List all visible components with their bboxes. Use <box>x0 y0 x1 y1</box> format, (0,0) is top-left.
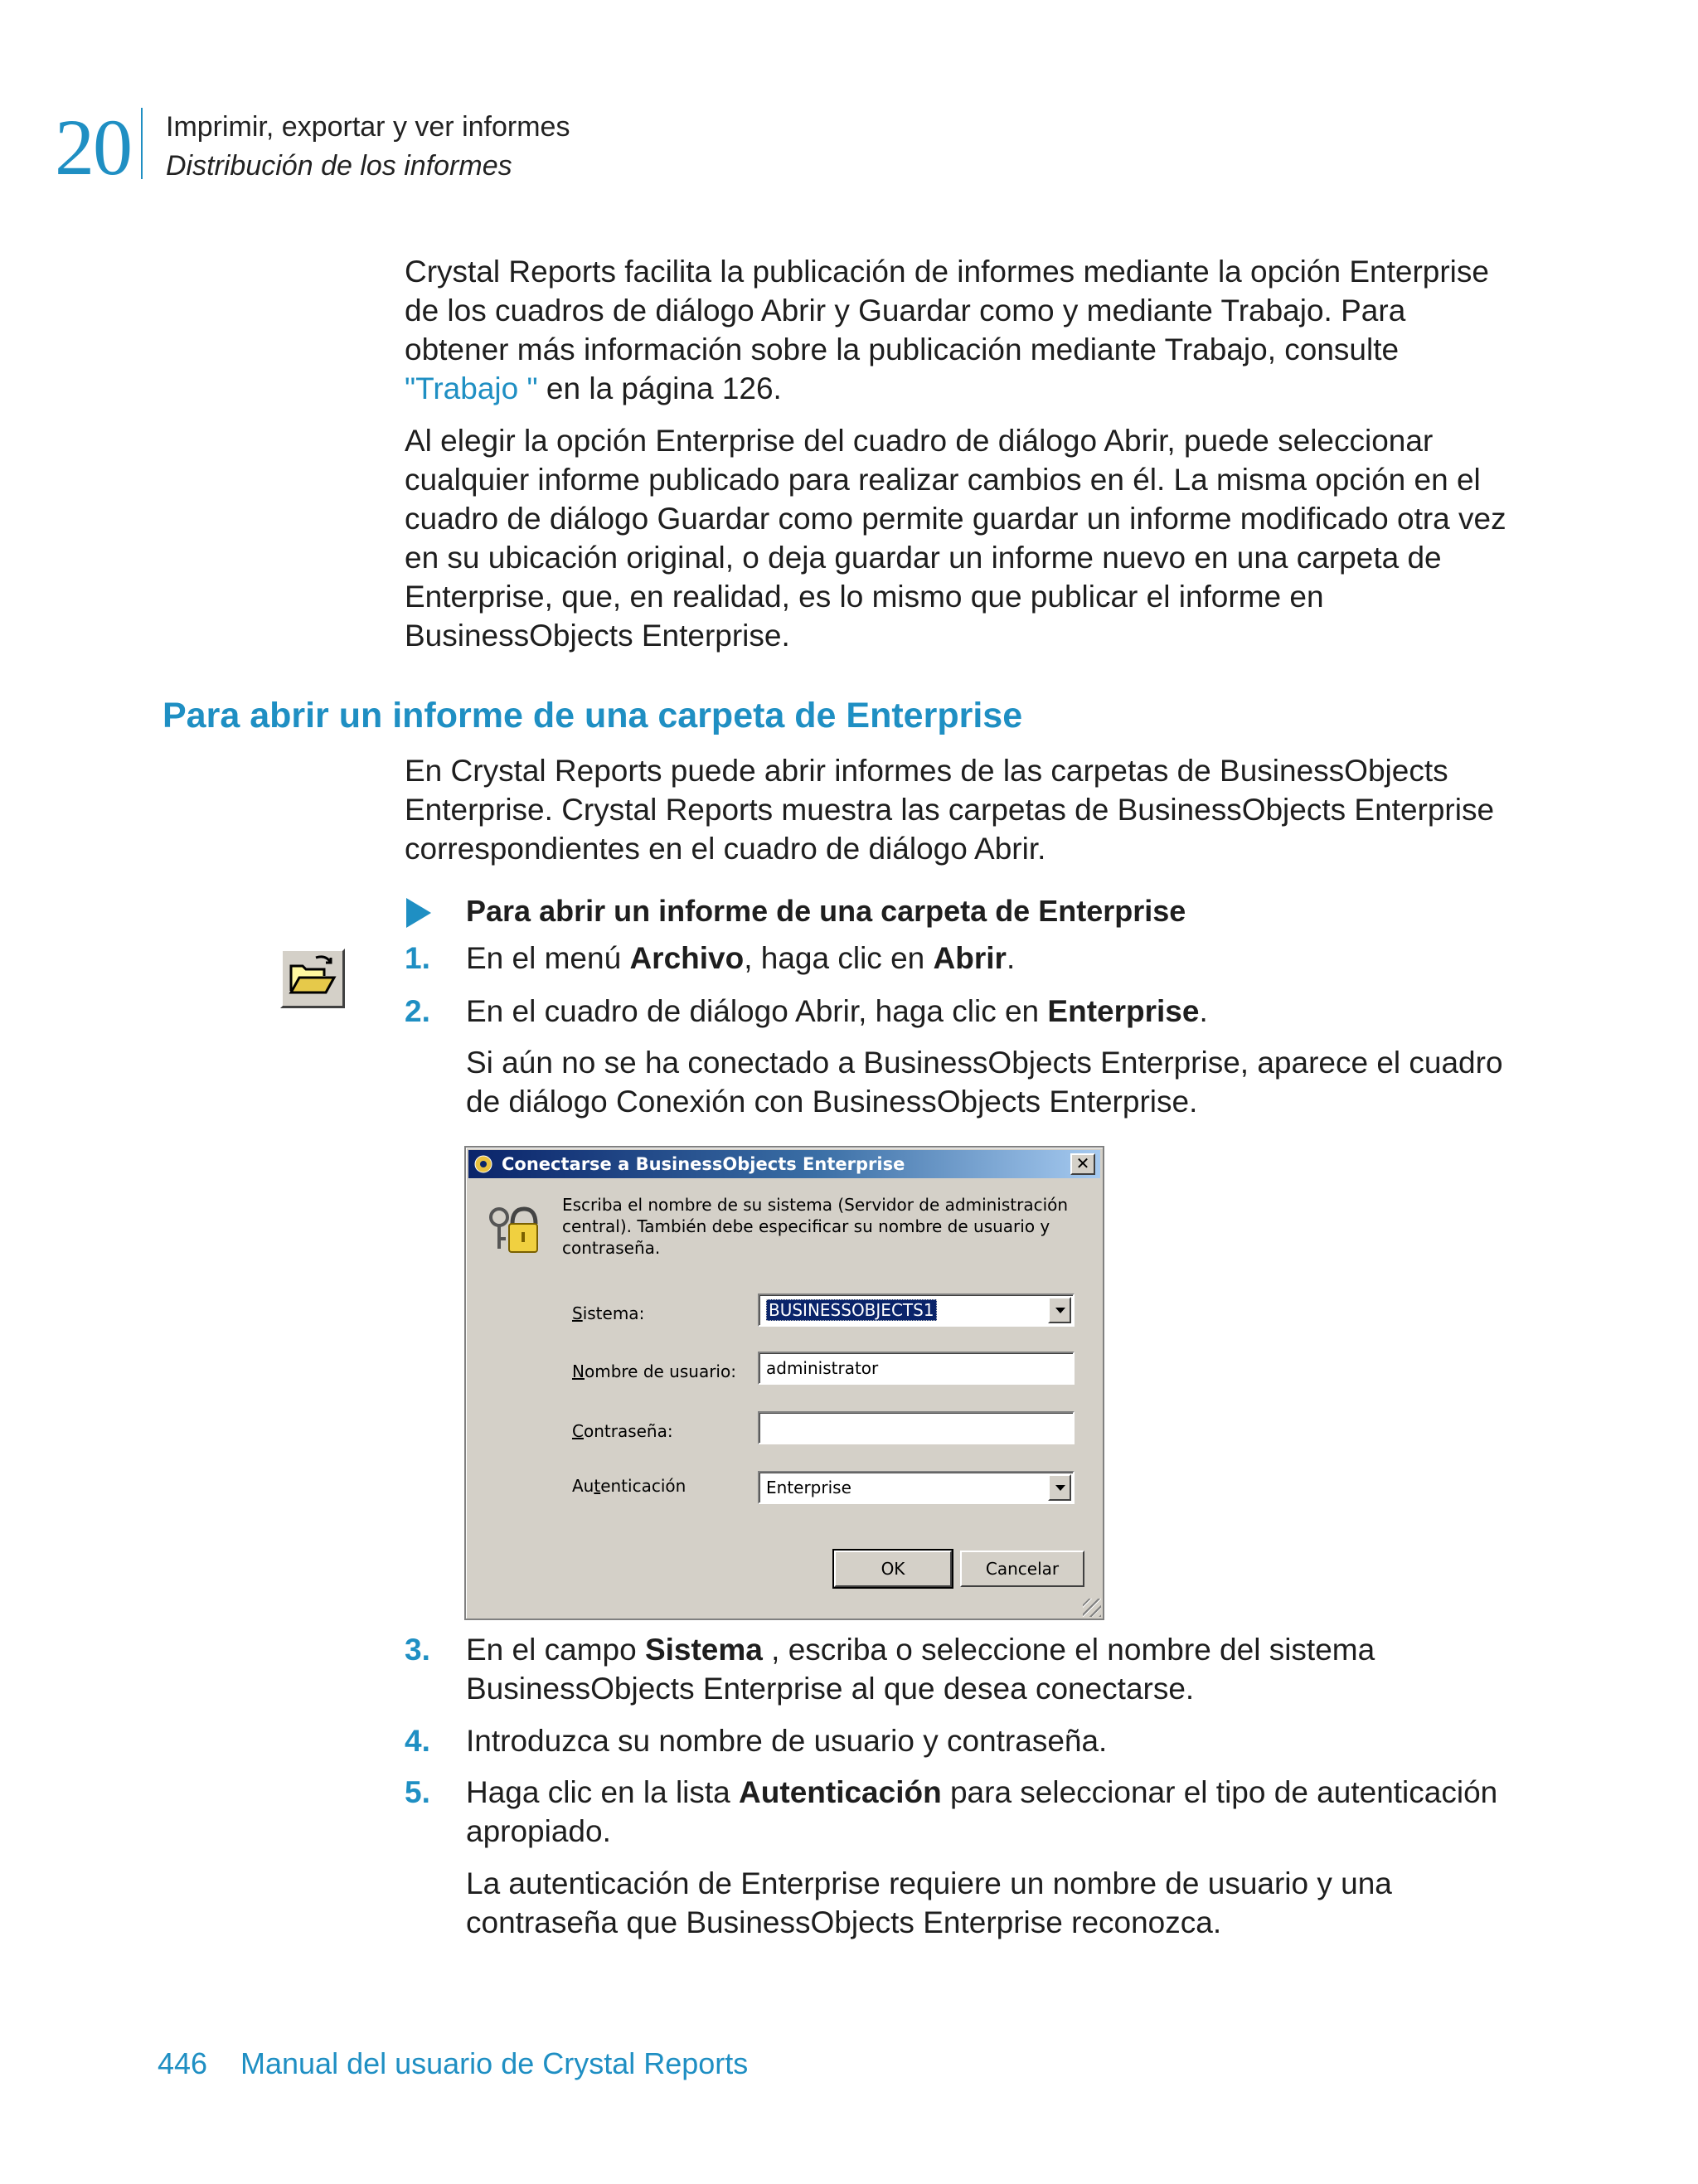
label-text: ombre de usuario: <box>584 1361 736 1381</box>
keys-lock-icon <box>488 1199 539 1257</box>
page-number: 446 <box>158 2046 208 2080</box>
dropdown-arrow-icon[interactable] <box>1048 1474 1071 1501</box>
dialog-titlebar[interactable] <box>468 1150 1100 1178</box>
login-dialog <box>464 1146 1104 1620</box>
step-part: En el cuadro de diálogo Abrir, haga clic en <box>466 994 1048 1028</box>
username-label <box>572 1361 736 1381</box>
step-text <box>466 1773 1511 1851</box>
step-part: Haga clic en la lista <box>466 1775 740 1809</box>
procedure-title: Para abrir un informe de una carpeta de Enterprise <box>466 894 1186 928</box>
label-text: Au <box>572 1476 594 1496</box>
step-part: . <box>1006 941 1016 975</box>
step-number: 4. <box>405 1724 430 1758</box>
access-key: C <box>572 1421 584 1441</box>
system-combobox[interactable] <box>758 1293 1075 1327</box>
step-note: La autenticación de Enterprise requiere un nombre de usuario y una contraseña que BusinessObjects Enterprise reconozca. <box>466 1866 1392 1939</box>
step-part: . <box>1199 994 1208 1028</box>
password-input[interactable] <box>758 1411 1075 1444</box>
step-number: 5. <box>405 1775 430 1809</box>
step-bold: Abrir <box>933 941 1007 975</box>
step-text <box>466 939 1511 978</box>
dialog-app-icon <box>473 1154 493 1174</box>
cross-reference-link[interactable]: "Trabajo " <box>405 371 538 405</box>
step-part: , escriba o seleccione el nombre del sistema BusinessObjects Enterprise al que desea conectarse. <box>466 1633 1375 1706</box>
step-note: Si aún no se ha conectado a BusinessObjects Enterprise, aparece el cuadro de diálogo Conexión con BusinessObjects Enterprise. <box>466 1046 1503 1119</box>
auth-label <box>572 1476 686 1496</box>
chapter-divider <box>141 108 143 179</box>
step-text: Introduzca su nombre de usuario y contraseña. <box>466 1724 1108 1758</box>
section-body: En Crystal Reports puede abrir informes de las carpetas de BusinessObjects Enterprise. Crystal Reports muestra las carpetas de BusinessObjects Enterprise correspondientes en el cuadro de diálogo Abrir. <box>405 754 1495 866</box>
step-bold: Enterprise <box>1047 994 1200 1028</box>
step-part: En el menú <box>466 941 630 975</box>
system-label <box>572 1303 644 1323</box>
ok-button[interactable]: OK <box>834 1551 952 1587</box>
label-text: istema: <box>582 1303 645 1323</box>
step-number: 2. <box>405 994 430 1028</box>
intro-paragraph-2: Al elegir la opción Enterprise del cuadro de diálogo Abrir, puede seleccionar cualquier informe publicado para realizar cambios en él. La misma opción en el cuadro de diálogo Guardar como permite guardar un informe modificado otra vez en su ubicación original, o deja guardar un informe nuevo en una carpeta de Enterprise, que, en realidad, es lo mismo que publicar el informe en BusinessObjects Enterprise. <box>405 424 1506 653</box>
step-number: 1. <box>405 941 430 975</box>
step-part: , haga clic en <box>744 941 934 975</box>
dialog-title: Conectarse a BusinessObjects Enterprise <box>502 1154 905 1174</box>
auth-combobox[interactable] <box>758 1471 1075 1504</box>
intro-text-end: en la página 126. <box>537 371 782 405</box>
step-text <box>466 992 1511 1031</box>
section-heading: Para abrir un informe de una carpeta de Enterprise <box>163 696 1023 735</box>
step-part: para seleccionar el tipo de autenticación apropiado. <box>466 1775 1498 1848</box>
section-title: Distribución de los informes <box>166 150 512 182</box>
label-text: ontraseña: <box>583 1421 673 1441</box>
close-icon[interactable]: ✕ <box>1070 1153 1095 1175</box>
dropdown-arrow-icon[interactable] <box>1048 1297 1071 1323</box>
cancel-button[interactable]: Cancelar <box>960 1551 1084 1587</box>
resize-grip-icon[interactable] <box>1083 1599 1101 1617</box>
step-part: En el campo <box>466 1633 645 1667</box>
chapter-title: Imprimir, exportar y ver informes <box>166 111 570 143</box>
procedure-arrow-icon <box>406 898 431 928</box>
step-number: 3. <box>405 1633 430 1667</box>
step-text <box>466 1630 1511 1708</box>
step-bold: Archivo <box>629 941 745 975</box>
label-text: enticación <box>600 1476 686 1496</box>
access-key: S <box>572 1303 583 1323</box>
open-folder-icon <box>280 949 345 1008</box>
chapter-number: 20 <box>55 103 131 192</box>
system-value: BUSINESSOBJECTS1 <box>766 1299 937 1321</box>
access-key: t <box>594 1476 601 1496</box>
dialog-intro: Escriba el nombre de su sistema (Servidor de administración central). También debe especificar su nombre de usuario y contraseña. <box>562 1195 1069 1258</box>
intro-text: Crystal Reports facilita la publicación de informes mediante la opción Enterprise de los cuadros de diálogo Abrir y Guardar como y mediante Trabajo. Para obtener más información sobre la publicación mediante Trabajo, consulte <box>405 255 1489 366</box>
step-bold: Autenticación <box>739 1775 942 1809</box>
book-title: Manual del usuario de Crystal Reports <box>240 2046 749 2080</box>
auth-value: Enterprise <box>766 1478 851 1497</box>
access-key: N <box>572 1361 585 1381</box>
username-input[interactable]: administrator <box>758 1352 1075 1385</box>
intro-paragraph-1 <box>405 252 1507 408</box>
password-label <box>572 1421 673 1441</box>
step-bold: Sistema <box>644 1633 763 1667</box>
